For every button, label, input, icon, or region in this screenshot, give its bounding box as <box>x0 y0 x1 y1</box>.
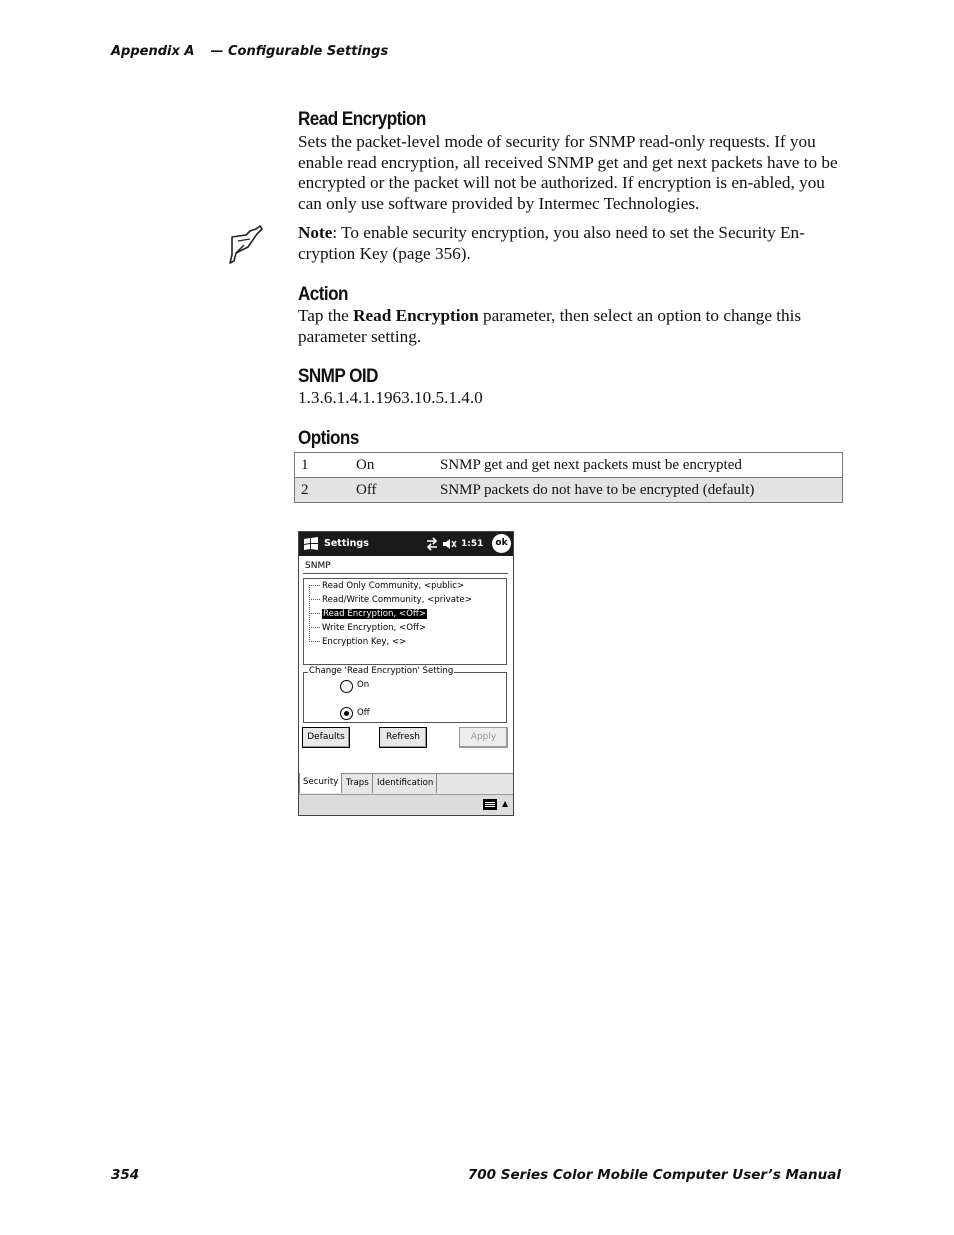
group-legend: Change 'Read Encryption' Setting <box>309 666 454 676</box>
ok-button[interactable]: ok <box>492 534 511 553</box>
snmp-heading: SNMP OID <box>298 366 378 387</box>
option-number: 1 <box>295 453 357 478</box>
radio-off[interactable] <box>340 707 353 720</box>
tab-security[interactable]: Security <box>299 773 342 793</box>
snmp-oid-section <box>298 366 843 409</box>
action-text-after: parameter, then select an option to change this parameter setting. <box>298 306 802 346</box>
tab-identification[interactable]: Identification <box>374 774 437 793</box>
tree-item[interactable]: Write Encryption, <Off> <box>309 622 426 634</box>
action-heading: Action <box>298 284 348 305</box>
header-appendix: Appendix A <box>111 44 195 59</box>
action-bold-param: Read Encryption <box>353 306 479 325</box>
tree-item[interactable]: Read Only Community, <public> <box>309 580 464 592</box>
table-row <box>295 478 843 503</box>
options-section <box>298 428 843 450</box>
tab-traps[interactable]: Traps <box>343 774 373 793</box>
options-heading: Options <box>298 428 359 449</box>
option-name: On <box>356 453 440 478</box>
tab-bar <box>299 773 513 794</box>
title-text: Settings <box>324 538 369 549</box>
action-section <box>298 284 843 347</box>
intro-paragraph: Sets the packet-level mode of security for SNMP read-only requests. If you enable read encryption, all received SNMP get and get next packets have to be encrypted or the packet will not be authorized. If encryption is en-abled, you can only use software provided by Intermec Technologies. <box>298 132 838 213</box>
note-block <box>298 223 843 264</box>
settings-tree <box>303 578 507 665</box>
option-number: 2 <box>295 478 357 503</box>
tree-item-selected[interactable]: Read Encryption, <Off> <box>309 608 427 620</box>
defaults-button[interactable]: Defaults <box>302 727 350 748</box>
action-paragraph <box>298 306 843 347</box>
apply-button[interactable]: Apply <box>459 727 508 748</box>
clock-time[interactable]: 1:51 <box>461 539 484 549</box>
radio-off-label: Off <box>357 708 370 718</box>
radio-on-label: On <box>357 680 370 690</box>
option-description: SNMP get and get next packets must be encrypted <box>440 453 843 478</box>
running-header <box>111 44 388 59</box>
keyboard-icon[interactable] <box>483 799 497 810</box>
note-text: : To enable security encryption, you also need to set the Security En-cryption Key (page 356). <box>298 223 805 263</box>
action-text-before: Tap the <box>298 306 354 325</box>
section-title: Read Encryption <box>298 109 426 130</box>
snmp-oid-value: 1.3.6.1.4.1.1963.10.5.1.4.0 <box>298 388 483 407</box>
table-row <box>295 453 843 478</box>
note-label: Note <box>298 223 333 242</box>
radio-on[interactable] <box>340 680 353 693</box>
page-number: 354 <box>111 1167 140 1183</box>
windows-start-icon[interactable] <box>302 535 320 553</box>
tree-item[interactable]: Read/Write Community, <private> <box>309 594 472 606</box>
connectivity-icon[interactable] <box>425 537 439 551</box>
sip-arrow-icon[interactable]: ▲ <box>502 799 509 808</box>
device-screenshot <box>298 531 514 816</box>
note-pencil-icon <box>224 223 266 265</box>
volume-icon[interactable] <box>442 537 458 551</box>
divider <box>303 573 508 574</box>
read-encryption-section <box>298 109 843 214</box>
tree-item[interactable]: Encryption Key, <> <box>309 636 406 648</box>
title-bar <box>299 532 513 556</box>
option-name: Off <box>356 478 440 503</box>
refresh-button[interactable]: Refresh <box>379 727 427 748</box>
header-title: — Configurable Settings <box>210 44 389 59</box>
menu-bar <box>299 794 513 816</box>
section-label: SNMP <box>305 561 331 571</box>
manual-title: 700 Series Color Mobile Computer User’s Manual <box>467 1167 841 1183</box>
options-table <box>294 452 843 503</box>
option-description: SNMP packets do not have to be encrypted (default) <box>440 478 843 503</box>
setting-group <box>303 666 507 723</box>
